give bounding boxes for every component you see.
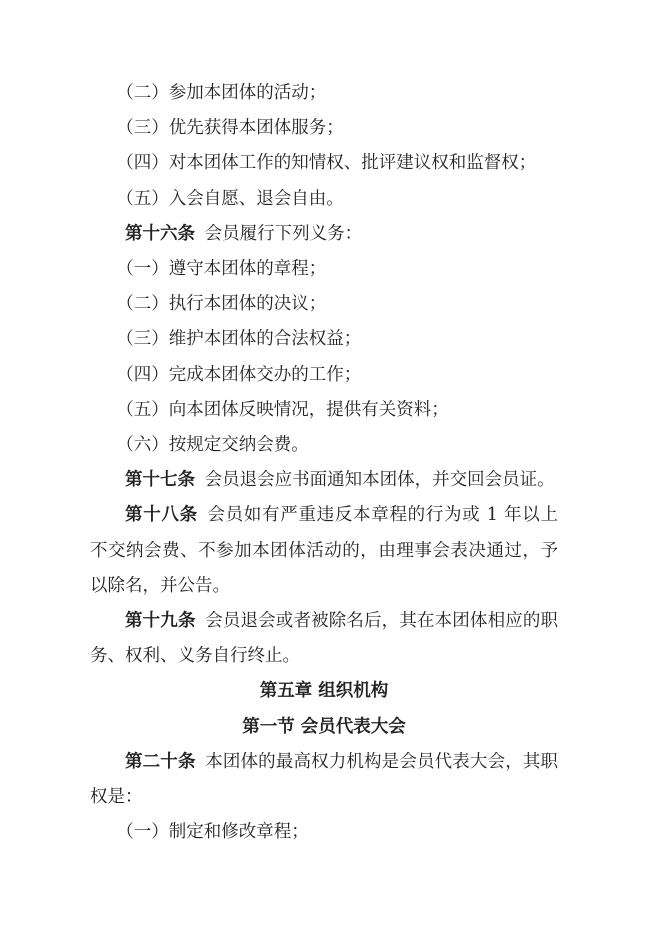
chapter-heading: 第五章 组织机构 [259, 681, 389, 702]
document-content [90, 76, 558, 850]
article-text: 本团体的最高权力机构是会员代表大会，其职权是： [90, 751, 559, 808]
article-text: 会员如有严重违反本章程的行为或 1 年以上不交纳会费、不参加本团体活动的，由理事会表决通过，予以除名，并公告。 [90, 505, 559, 596]
article-number: 第十九条 [125, 611, 196, 632]
list-item-paragraph: （五）入会自愿、退会自由。 [116, 188, 344, 209]
list-item-paragraph: （一）遵守本团体的章程； [116, 259, 327, 280]
article-number: 第十八条 [125, 505, 198, 526]
article-paragraph [90, 745, 558, 815]
article-text: 会员退会应书面通知本团体，并交回会员证。 [204, 470, 555, 491]
article-number: 第二十条 [125, 751, 196, 772]
article-text: 会员履行下列义务： [204, 223, 363, 244]
list-item-paragraph: （二）参加本团体的活动； [116, 83, 327, 103]
article-paragraph [90, 604, 558, 674]
section-heading: 第一节 会员代表大会 [242, 716, 406, 737]
article-paragraph [90, 217, 558, 252]
list-item-paragraph: （二）执行本团体的决议； [116, 294, 327, 315]
list-item-paragraph: （三）维护本团体的合法权益； [116, 329, 362, 350]
list-item-paragraph: （一）制定和修改章程； [116, 822, 309, 843]
article-number: 第十六条 [125, 223, 195, 244]
list-item-paragraph: （四）完成本团体交办的工作； [116, 364, 362, 385]
list-item-paragraph: （五）向本团体反映情况，提供有关资料； [116, 399, 449, 420]
list-item-paragraph: （三）优先获得本团体服务； [116, 118, 344, 139]
list-item-paragraph: （六）按规定交纳会费。 [116, 435, 309, 456]
article-paragraph [90, 463, 558, 498]
article-paragraph [90, 498, 558, 604]
article-text: 会员退会或者被除名后，其在本团体相应的职务、权利、义务自行终止。 [90, 611, 559, 667]
list-item-paragraph: （四）对本团体工作的知情权、批评建议权和监督权； [116, 153, 537, 174]
article-number: 第十七条 [125, 470, 195, 491]
